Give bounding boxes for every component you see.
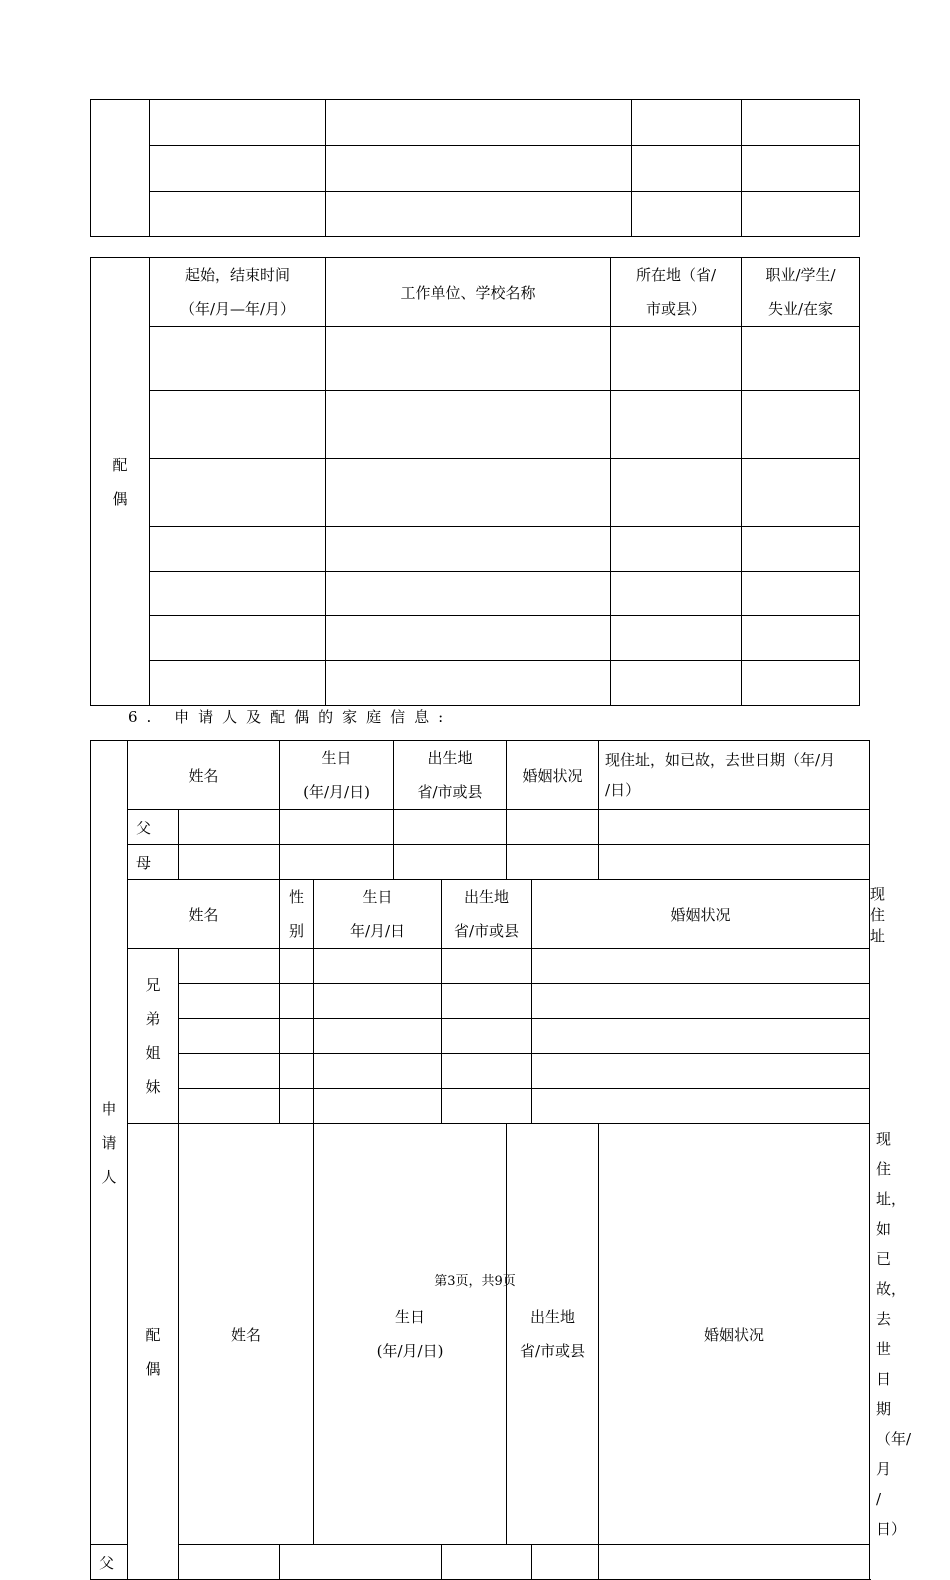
mother-label: 母 (128, 845, 179, 880)
spouse-label-char: 配 (112, 455, 128, 474)
mother-birthplace-cell[interactable] (394, 845, 507, 880)
sibling-marital-cell[interactable] (532, 1089, 870, 1124)
spouse-family-label-char: 偶 (145, 1359, 161, 1378)
applicant-side-label (91, 741, 128, 1545)
period-header-line: 起始，结束时间 (184, 266, 290, 284)
birth-header-line: 生日 (362, 888, 393, 906)
employer-header: 工作单位、学校名称 (326, 258, 611, 327)
sibling-birth-cell[interactable] (314, 1019, 442, 1054)
location-cell[interactable] (632, 100, 742, 146)
location-cell[interactable] (611, 572, 742, 616)
period-cell[interactable] (150, 100, 326, 146)
sibling-name-cell[interactable] (179, 1089, 280, 1124)
siblings-label (128, 949, 179, 1124)
father-name-cell[interactable] (179, 810, 280, 845)
birthplace-header-line: 出生地 (427, 749, 473, 767)
mother-name-cell[interactable] (179, 845, 280, 880)
father-marital-cell[interactable] (507, 810, 599, 845)
sibling-marital-cell[interactable] (532, 949, 870, 984)
sibling-gender-cell[interactable] (280, 1054, 314, 1089)
spouse-label-char: 偶 (112, 489, 128, 508)
sibling-gender-cell[interactable] (280, 1019, 314, 1054)
sibling-birthplace-cell[interactable] (442, 949, 532, 984)
period-cell[interactable] (150, 527, 326, 572)
occupation-cell[interactable] (742, 391, 860, 459)
spouse-side-label (91, 258, 150, 706)
spouse-father-address-cell[interactable] (599, 1545, 870, 1580)
spouse-father-label: 父 (91, 1545, 128, 1580)
section-label-cell (91, 100, 150, 237)
section-heading: 6. 申请人及配偶的家庭信息: (128, 708, 453, 726)
occupation-cell[interactable] (742, 327, 860, 391)
siblings-label-char: 妹 (145, 1078, 161, 1096)
location-cell[interactable] (611, 527, 742, 572)
name-header: 姓名 (179, 1124, 314, 1545)
marital-header: 婚姻状况 (599, 1124, 870, 1545)
location-cell[interactable] (611, 327, 742, 391)
gender-header-line: 别 (289, 922, 305, 940)
period-cell[interactable] (150, 192, 326, 237)
sibling-marital-cell[interactable] (532, 1054, 870, 1089)
page-footer: 第3页，共9页 (434, 1274, 516, 1289)
location-cell[interactable] (611, 616, 742, 661)
continued-history-table (90, 99, 860, 237)
occupation-cell[interactable] (742, 100, 860, 146)
birth-header (314, 880, 442, 949)
father-address-cell[interactable] (599, 810, 870, 845)
employer-cell[interactable] (326, 661, 611, 706)
occupation-cell[interactable] (742, 616, 860, 661)
gender-header-line: 性 (289, 888, 305, 906)
spouse-father-birthplace-cell[interactable] (442, 1545, 532, 1580)
sibling-name-cell[interactable] (179, 1054, 280, 1089)
siblings-label-char: 弟 (145, 1010, 161, 1028)
sibling-birth-cell[interactable] (314, 1054, 442, 1089)
birth-header (314, 1124, 507, 1545)
birthplace-header-line: 出生地 (530, 1308, 576, 1326)
birthplace-header (394, 741, 507, 810)
occupation-cell[interactable] (742, 661, 860, 706)
occupation-header-line: 失业/在家 (767, 300, 834, 318)
birth-header-line: (年/月/日) (376, 1342, 444, 1360)
location-cell[interactable] (632, 146, 742, 192)
sibling-birthplace-cell[interactable] (442, 1054, 532, 1089)
name-header: 姓名 (128, 880, 280, 949)
father-label: 父 (128, 810, 179, 845)
period-cell[interactable] (150, 391, 326, 459)
occupation-header (742, 258, 860, 327)
location-cell[interactable] (611, 661, 742, 706)
birth-header-line: 生日 (321, 749, 352, 767)
sibling-birth-cell[interactable] (314, 1089, 442, 1124)
spouse-father-marital-cell[interactable] (532, 1545, 599, 1580)
father-birth-cell[interactable] (280, 810, 394, 845)
period-cell[interactable] (150, 616, 326, 661)
sibling-birth-cell[interactable] (314, 984, 442, 1019)
sibling-birthplace-cell[interactable] (442, 1089, 532, 1124)
period-cell[interactable] (150, 146, 326, 192)
sibling-birthplace-cell[interactable] (442, 1019, 532, 1054)
spouse-father-birth-cell[interactable] (280, 1545, 442, 1580)
period-cell[interactable] (150, 459, 326, 527)
period-header-line: （年/月—年/月） (179, 300, 296, 318)
mother-address-cell[interactable] (599, 845, 870, 880)
location-cell[interactable] (632, 192, 742, 237)
spouse-father-name-cell[interactable] (179, 1545, 280, 1580)
sibling-marital-cell[interactable] (532, 984, 870, 1019)
address-header-line: 现住址，如已故，去世日期（年/月 (605, 751, 836, 769)
employer-cell[interactable] (326, 146, 632, 192)
occupation-cell[interactable] (742, 146, 860, 192)
location-cell[interactable] (611, 459, 742, 527)
birthplace-header-line: 出生地 (464, 888, 510, 906)
applicant-label-char: 人 (101, 1167, 117, 1186)
spouse-family-label-char: 配 (145, 1325, 161, 1344)
period-header (150, 258, 326, 327)
occupation-cell[interactable] (742, 192, 860, 237)
period-cell[interactable] (150, 327, 326, 391)
birth-header-line: 年/月/日 (349, 922, 406, 940)
period-cell[interactable] (150, 572, 326, 616)
sibling-name-cell[interactable] (179, 984, 280, 1019)
marital-header: 婚姻状况 (507, 741, 599, 810)
employer-cell[interactable] (326, 327, 611, 391)
sibling-gender-cell[interactable] (280, 1089, 314, 1124)
siblings-label-char: 姐 (145, 1044, 161, 1062)
mother-birth-cell[interactable] (280, 845, 394, 880)
employer-cell[interactable] (326, 391, 611, 459)
location-header-line: 市或县） (645, 300, 706, 318)
occupation-cell[interactable] (742, 459, 860, 527)
birth-header-line: (年/月/日) (303, 783, 370, 801)
birthplace-header (507, 1124, 599, 1545)
employer-cell[interactable] (326, 572, 611, 616)
employer-cell[interactable] (326, 192, 632, 237)
birthplace-header-line: 省/市或县 (453, 922, 520, 940)
employer-cell[interactable] (326, 527, 611, 572)
occupation-header-line: 职业/学生/ (765, 266, 836, 284)
applicant-label-char: 请 (101, 1133, 117, 1152)
family-info-table: 申 请 人 姓名 生日 (年/月/日) 出生地 省/市或县 婚姻状况 现住址，如已故，去世日期（年/月 /日） 父 母 姓名 性 别 生日 年/月/日 出生地 省/市或县 婚姻状况 现住址 兄 弟 姐 妹 配 偶 姓名 生日 (年/月/日) 出生地 省/市或县 婚姻状况 现住址，如已故，去世日期（年/月 /日） 父 (90, 740, 870, 1580)
birthplace-header (442, 880, 532, 949)
occupation-cell[interactable] (742, 572, 860, 616)
birthplace-header-line: 省/市或县 (417, 783, 483, 801)
mother-marital-cell[interactable] (507, 845, 599, 880)
birth-header (280, 741, 394, 810)
sibling-birth-cell[interactable] (314, 949, 442, 984)
employer-cell[interactable] (326, 459, 611, 527)
applicant-label-char: 申 (101, 1099, 117, 1118)
address-header (599, 741, 870, 810)
siblings-label-char: 兄 (145, 976, 161, 994)
gender-header (280, 880, 314, 949)
spouse-history-table (90, 257, 860, 706)
sibling-name-cell[interactable] (179, 949, 280, 984)
marital-header: 婚姻状况 (532, 880, 870, 949)
location-header (611, 258, 742, 327)
sibling-gender-cell[interactable] (280, 949, 314, 984)
sibling-marital-cell[interactable] (532, 1019, 870, 1054)
sibling-name-cell[interactable] (179, 1019, 280, 1054)
location-header-line: 所在地（省/ (635, 266, 717, 284)
name-header: 姓名 (128, 741, 280, 810)
location-cell[interactable] (611, 391, 742, 459)
sibling-gender-cell[interactable] (280, 984, 314, 1019)
employer-cell[interactable] (326, 616, 611, 661)
occupation-cell[interactable] (742, 527, 860, 572)
spouse-family-label (128, 1124, 179, 1580)
birth-header-line: 生日 (395, 1308, 426, 1326)
employer-cell[interactable] (326, 100, 632, 146)
period-cell[interactable] (150, 661, 326, 706)
sibling-birthplace-cell[interactable] (442, 984, 532, 1019)
father-birthplace-cell[interactable] (394, 810, 507, 845)
address-header-line: /日） (605, 781, 641, 799)
birthplace-header-line: 省/市或县 (520, 1342, 586, 1360)
